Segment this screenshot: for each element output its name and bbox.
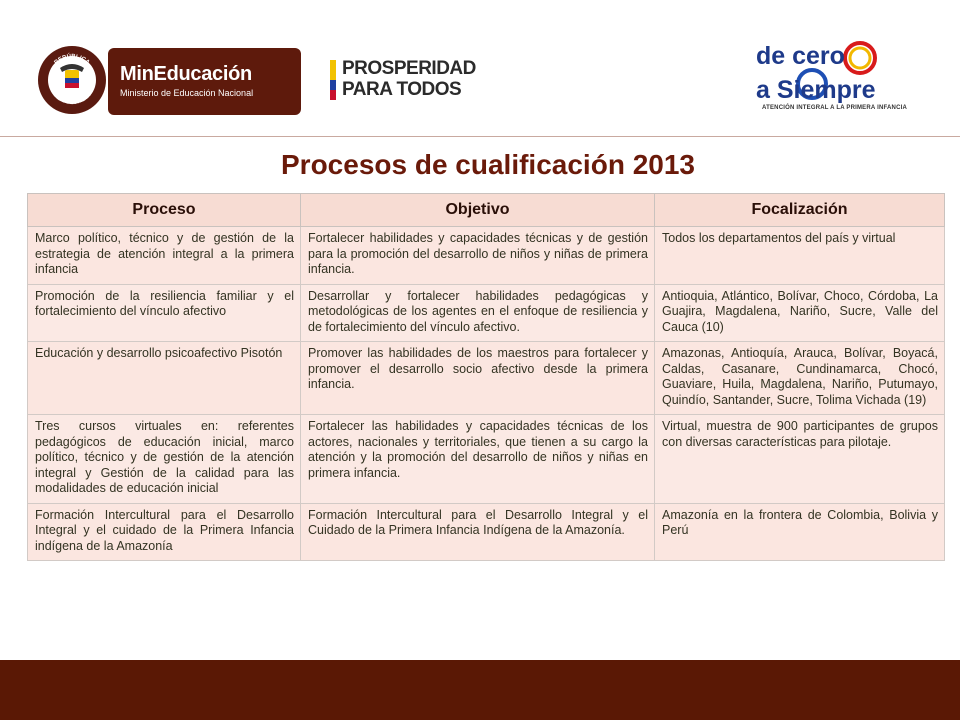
cell-proceso: Promoción de la resiliencia familiar y el fortalecimiento del vínculo afectivo (28, 284, 301, 342)
cell-objetivo: Desarrollar y fortalecer habilidades pedagógicas y metodológicas de los agentes en el enfoque de resiliencia y de fortalecimiento del vínculo afectivo. (301, 284, 655, 342)
cell-proceso: Tres cursos virtuales en: referentes pedagógicos de educación inicial, marco político, técnico y de gestión de la atención integral y Gestión de la calidad para las modalidades de educación inicial (28, 415, 301, 504)
footer-bar (0, 660, 960, 720)
cell-focalizacion: Todos los departamentos del país y virtual (655, 227, 945, 285)
cell-objetivo: Formación Intercultural para el Desarrollo Integral y el Cuidado de la Primera Infancia Indígena de la Amazonía. (301, 503, 655, 561)
cell-proceso: Formación Intercultural para el Desarrollo Integral y el cuidado de la Primera Infancia indígena de la Amazonía (28, 503, 301, 561)
seal-text-bottom: DE COLOMBIA (51, 92, 93, 107)
svg-text:DE COLOMBIA (52, 92, 93, 106)
header-bar (0, 0, 960, 137)
cell-focalizacion: Antioquia, Atlántico, Bolívar, Choco, Córdoba, La Guajira, Magdalena, Nariño, Sucre, Valle del Cauca (10) (655, 284, 945, 342)
program-line-1: de cero (756, 42, 845, 70)
cell-objetivo: Fortalecer habilidades y capacidades técnicas y de gestión para la promoción del desarrollo de niños y niñas de primera infancia. (301, 227, 655, 285)
slogan-line-1: PROSPERIDAD (342, 58, 476, 79)
cell-objetivo: Fortalecer las habilidades y capacidades técnicas de los actores, nacionales y territoriales, que tienen a su cargo la atención y la promoción del desarrollo de niños y niñas en primera infancia. (301, 415, 655, 504)
cell-proceso: Educación y desarrollo psicoafectivo Pisotón (28, 342, 301, 415)
table-row (28, 284, 945, 342)
page-title: Procesos de cualificación 2013 (281, 149, 695, 180)
cell-objetivo: Promover las habilidades de los maestros para fortalecer y promover el desarrollo socio afectivo desde la primera infancia. (301, 342, 655, 415)
cell-focalizacion: Amazonas, Antioquía, Arauca, Bolívar, Boyacá, Caldas, Casanare, Cundinamarca, Chocó, Guaviare, Huila, Magdalena, Nariño, Putumayo, Quindío, Santander, Sucre, Tolima Vichada (19) (655, 342, 945, 415)
slogan-line-2: PARA TODOS (342, 79, 462, 100)
de-cero-a-siempre-logo (752, 36, 932, 118)
column-header-proceso: Proceso (28, 194, 301, 227)
cell-focalizacion: Virtual, muestra de 900 participantes de grupos con diversas características para pilotaje. (655, 415, 945, 504)
column-header-objetivo: Objetivo (301, 194, 655, 227)
table-row (28, 342, 945, 415)
column-header-focalizacion: Focalización (655, 194, 945, 227)
colombia-flag-icon (330, 60, 336, 100)
cell-proceso: Marco político, técnico y de gestión de la estrategia de atención integral a la primera infancia (28, 227, 301, 285)
table-row (28, 227, 945, 285)
processes-table (27, 193, 945, 561)
header-divider (0, 136, 960, 137)
mineducacion-logo (108, 48, 301, 115)
ministry-subtitle: Ministerio de Educación Nacional (120, 88, 254, 98)
colombia-seal-logo (38, 46, 106, 114)
program-line-2: a Siempre (756, 76, 876, 104)
seal-text-top: REPÚBLICA (53, 53, 91, 67)
ministry-name: MinEducación (120, 63, 252, 85)
program-tagline: ATENCIÓN INTEGRAL A LA PRIMERA INFANCIA (762, 105, 908, 111)
table-row (28, 415, 945, 504)
table-header-row (28, 194, 945, 227)
cell-focalizacion: Amazonía en la frontera de Colombia, Bolivia y Perú (655, 503, 945, 561)
table-row (28, 503, 945, 561)
